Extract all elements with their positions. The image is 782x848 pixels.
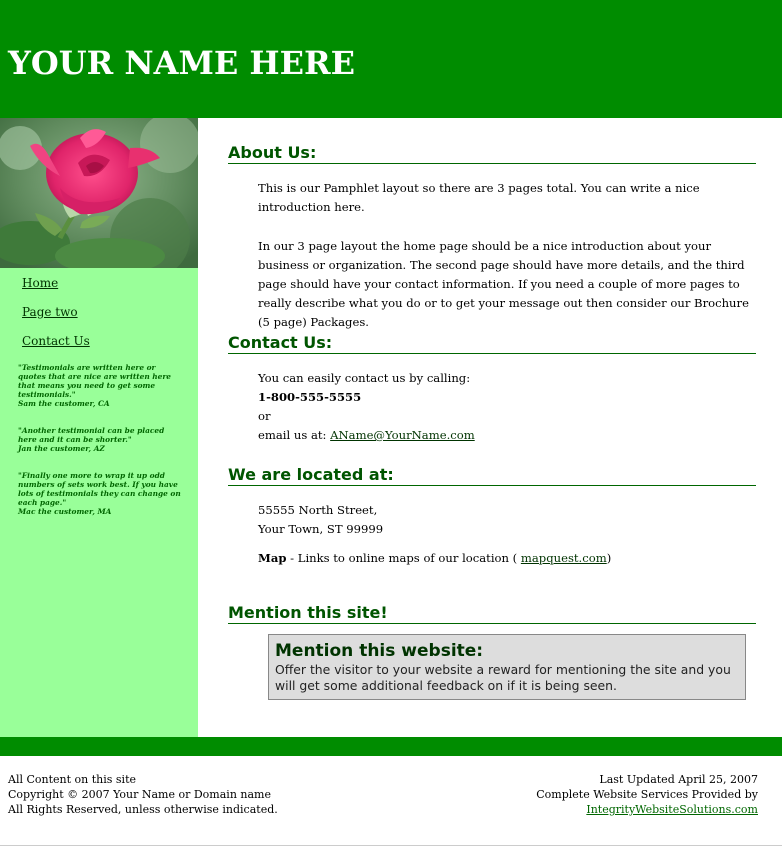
nav-link-page-two[interactable]: Page two [22, 305, 78, 319]
testimonial-quote: "Another testimonial can be placed here and it can be shorter." [18, 426, 165, 444]
testimonial-quote: "Finally one more to wrap it up odd numbers of sets work best. If you have lots of testimonials they can change on each page." [18, 471, 181, 507]
footer-left-line: Copyright © 2007 Your Name or Domain name [8, 788, 271, 801]
about-paragraph-2: In our 3 page layout the home page should be a nice introduction about your business or organization. The second page should have more details, and the third page should have your contact information. If you need a couple of more pages to really describe what you do or to get your message out then consider our Brochure (5 page) Packages. [258, 239, 749, 329]
last-updated: Last Updated April 25, 2007 [599, 773, 758, 786]
footer-copyright [8, 772, 278, 817]
testimonial-quote: "Testimonials are written here or quotes that are nice are written here that means you need to get some testimonials." [18, 363, 171, 399]
about-paragraph-1: This is our Pamphlet layout so there are 3 pages total. You can write a nice introduction here. [258, 181, 700, 214]
map-text: - Links to online maps of our location ( [286, 551, 521, 565]
footer-left-line: All Content on this site [8, 773, 136, 786]
footer-left-line: All Rights Reserved, unless otherwise indicated. [8, 803, 278, 816]
location-heading: We are located at: [228, 466, 756, 486]
testimonial [18, 471, 183, 516]
map-line [258, 549, 750, 568]
services-text: Complete Website Services Provided by [536, 788, 758, 801]
footer-bar [0, 737, 782, 756]
map-close: ) [606, 551, 612, 565]
mention-box [268, 634, 746, 700]
testimonials [18, 363, 183, 534]
contact-info [258, 369, 750, 445]
mention-box-text: Offer the visitor to your website a reward for mentioning the site and you will get some additional feedback on if it is being seen. [275, 662, 731, 693]
contact-email-line [258, 426, 750, 445]
footer-credits [536, 772, 758, 817]
testimonial [18, 426, 183, 453]
header-banner [0, 0, 782, 118]
testimonial-author: Sam the customer, CA [18, 399, 110, 408]
about-heading: About Us: [228, 144, 756, 164]
nav-link-contact-us[interactable]: Contact Us [22, 334, 90, 348]
provider-link[interactable]: IntegrityWebsiteSolutions.com [586, 803, 758, 816]
address-street: 55555 North Street, [258, 503, 378, 517]
mention-box-title: Mention this website: [275, 641, 484, 661]
bottom-divider [0, 845, 782, 846]
address [258, 501, 750, 539]
email-link[interactable]: AName@YourName.com [330, 428, 475, 442]
site-title: YOUR NAME HERE [8, 44, 355, 82]
contact-or: or [258, 409, 271, 423]
testimonial-author: Jan the customer, AZ [18, 444, 105, 453]
contact-heading: Contact Us: [228, 334, 756, 354]
email-prefix: email us at: [258, 428, 331, 442]
contact-phone: 1-800-555-5555 [258, 390, 362, 404]
nav-link-home[interactable]: Home [22, 276, 59, 290]
testimonial-author: Mac the customer, MA [18, 507, 112, 516]
sidebar-nav [22, 276, 90, 363]
mention-heading: Mention this site! [228, 604, 756, 624]
sidebar [0, 118, 198, 737]
testimonial [18, 363, 183, 408]
mapquest-link[interactable]: mapquest.com [520, 551, 607, 565]
address-city: Your Town, ST 99999 [258, 522, 384, 536]
map-label: Map [258, 551, 287, 565]
contact-intro: You can easily contact us by calling: [258, 371, 471, 385]
rose-image [0, 118, 198, 268]
